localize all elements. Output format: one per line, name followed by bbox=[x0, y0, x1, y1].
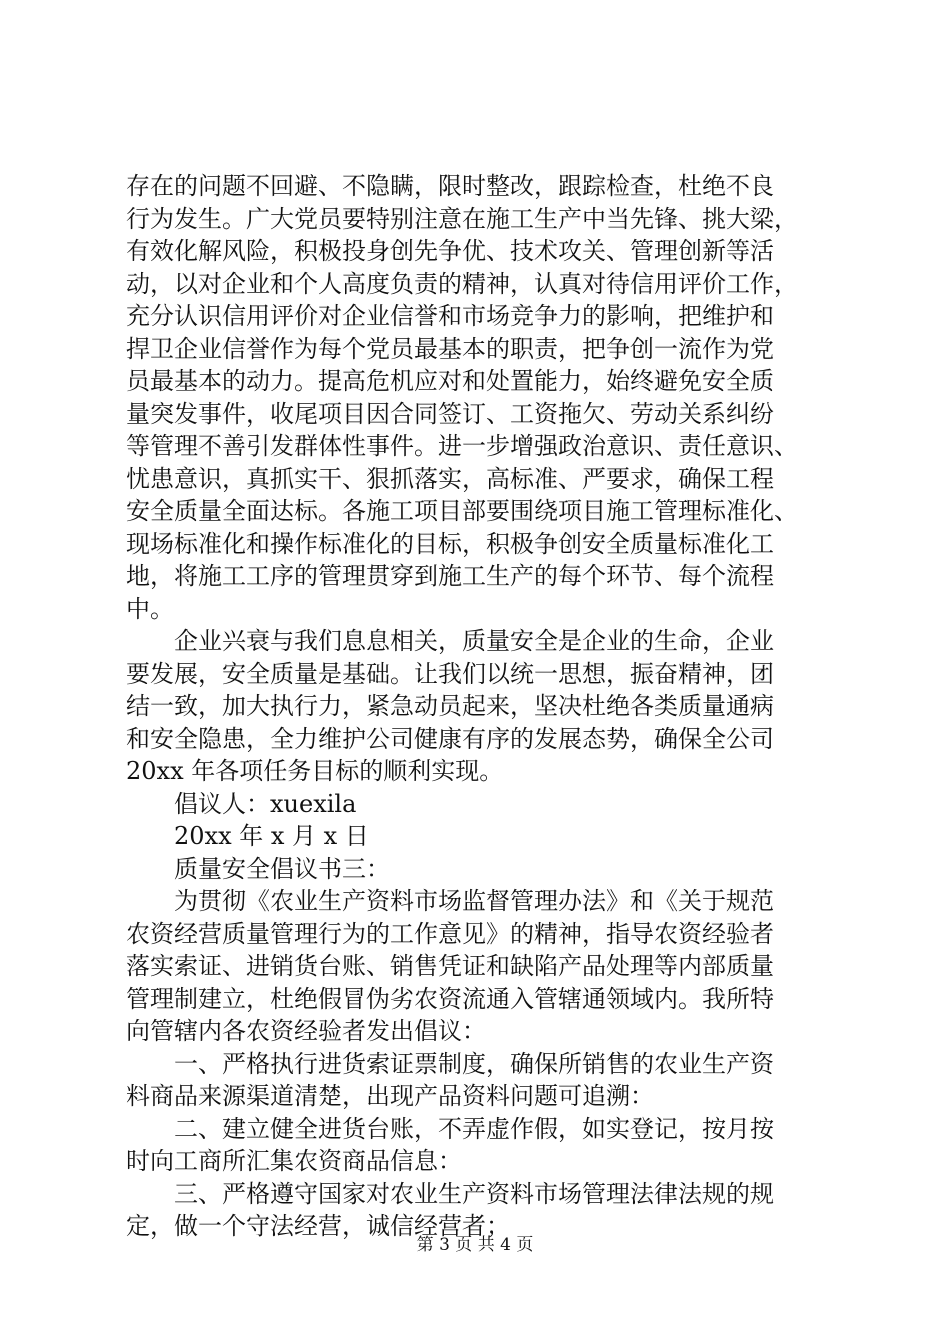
text-line: 管理制建立，杜绝假冒伪劣农资流通入管辖通领域内。我所特 bbox=[126, 984, 774, 1013]
text-line: 料商品来源渠道清楚，出现产品资料问题可追溯： bbox=[126, 1082, 654, 1110]
text-line: 存在的问题不回避、不隐瞒，限时整改，跟踪检查，杜绝不良 bbox=[126, 172, 774, 200]
text-line: 要发展，安全质量是基础。让我们以统一思想，振奋精神，团 bbox=[126, 659, 774, 688]
text-line: 20xx 年各项任务目标的顺利实现。 bbox=[126, 757, 504, 785]
text-line: 企业兴衰与我们息息相关，质量安全是企业的生命，企业 bbox=[174, 627, 774, 655]
document-body bbox=[126, 170, 838, 1243]
text-line: 动，以对企业和个人高度负责的精神，认真对待信用评价工作， bbox=[126, 269, 798, 298]
text-line: 三、严格遵守国家对农业生产资料市场管理法律法规的规 bbox=[174, 1179, 774, 1208]
text-line: 结一致，加大执行力，紧急动员起来，坚决杜绝各类质量通病 bbox=[126, 692, 774, 720]
text-line: 捍卫企业信誉作为每个党员最基本的职责，把争创一流作为党 bbox=[126, 334, 774, 363]
text-line: 安全质量全面达标。各施工项目部要围绕项目施工管理标准化、 bbox=[126, 497, 798, 525]
text-line: 现场标准化和操作标准化的目标，积极争创安全质量标准化工 bbox=[126, 529, 774, 558]
text-line: 二、建立健全进货台账，不弄虚作假，如实登记，按月按 bbox=[174, 1114, 774, 1143]
text-line: 20xx 年 x 月 x 日 bbox=[174, 822, 369, 850]
text-line: 向管辖内各农资经验者发出倡议： bbox=[126, 1017, 486, 1045]
text-line: 地，将施工工序的管理贯穿到施工生产的每个环节、每个流程 bbox=[126, 562, 774, 590]
text-line: 行为发生。广大党员要特别注意在施工生产中当先锋、挑大梁， bbox=[126, 204, 798, 233]
text-line: 充分认识信用评价对企业信誉和市场竞争力的影响，把维护和 bbox=[126, 302, 774, 330]
text-line: 质量安全倡议书三： bbox=[174, 854, 390, 883]
text-line: 定，做一个守法经营，诚信经营者； bbox=[126, 1212, 510, 1240]
text-line: 时向工商所汇集农资商品信息： bbox=[126, 1147, 462, 1175]
text-line: 忧患意识，真抓实干、狠抓落实，高标准、严要求，确保工程 bbox=[126, 464, 774, 493]
text-line: 为贯彻《农业生产资料市场监督管理办法》和《关于规范 bbox=[174, 887, 774, 915]
text-line: 量突发事件，收尾项目因合同签订、工资拖欠、劳动关系纠纷 bbox=[126, 399, 774, 428]
text-line: 倡议人：xuexila bbox=[174, 789, 357, 818]
text-line: 农资经营质量管理行为的工作意见》的精神，指导农资经验者 bbox=[126, 919, 774, 948]
text-line: 员最基本的动力。提高危机应对和处置能力，始终避免安全质 bbox=[126, 367, 774, 395]
text-line: 有效化解风险，积极投身创先争优、技术攻关、管理创新等活 bbox=[126, 237, 774, 265]
text-line: 等管理不善引发群体性事件。进一步增强政治意识、责任意识、 bbox=[126, 432, 798, 460]
text-line: 和安全隐患，全力维护公司健康有序的发展态势，确保全公司 bbox=[126, 724, 774, 753]
text-line: 落实索证、进销货台账、销售凭证和缺陷产品处理等内部质量 bbox=[126, 952, 774, 980]
page-footer: 第 3 页 共 4 页 bbox=[416, 1235, 534, 1255]
text-line: 中。 bbox=[126, 594, 174, 623]
text-line: 一、严格执行进货索证票制度，确保所销售的农业生产资 bbox=[174, 1049, 774, 1078]
